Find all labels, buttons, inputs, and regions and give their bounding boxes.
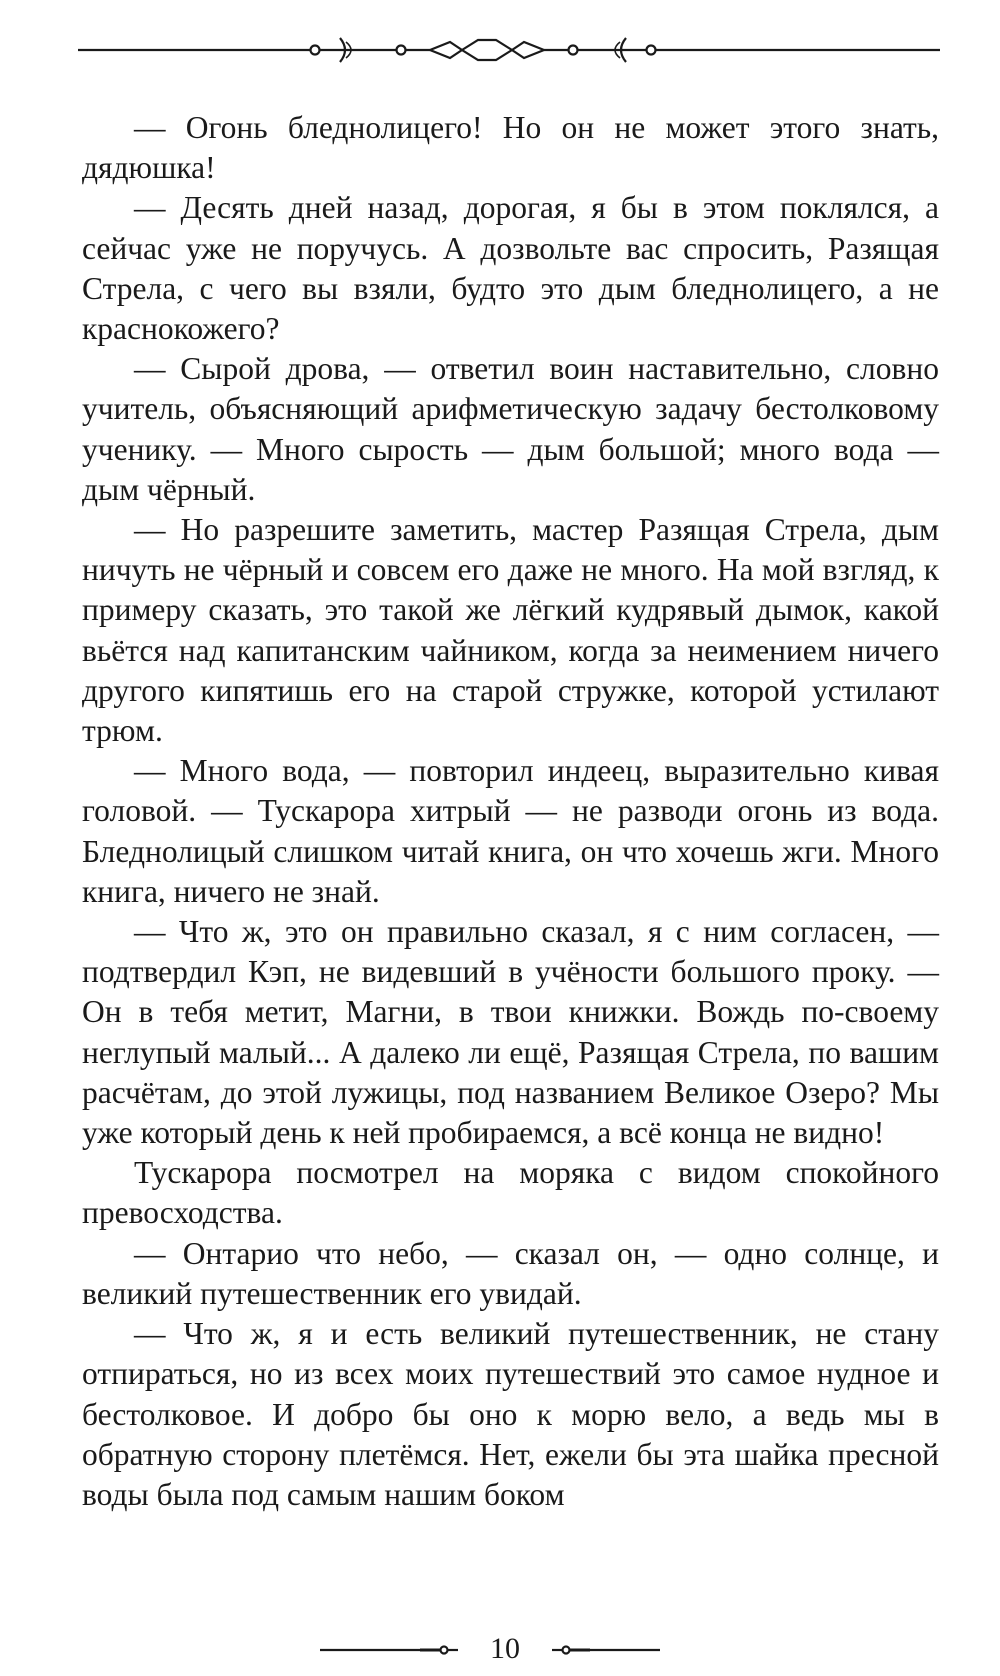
paragraph: Тускарора посмотрел на моряка с видом спокойного превосходства. bbox=[82, 1155, 939, 1231]
paragraph: — Сырой дрова, — ответил воин наставительно, словно учитель, объясняющий арифметическую задачу бестолковому ученику. — Много сырость — дым большой; много вода — дым чёрный. bbox=[82, 351, 939, 507]
paragraph: — Огонь бледнолицего! Но он не может этого знать, дядюшка! bbox=[82, 110, 939, 186]
paragraph: — Онтарио что небо, — сказал он, — одно солнце, и великий путешественник его увидай. bbox=[82, 1235, 939, 1311]
paragraph: — Много вода, — повторил индеец, выразительно кивая головой. — Тускарора хитрый — не разводи огонь из вода. Бледнолицый слишком читай книга, он что хочешь жги. Много книга, ничего не знай. bbox=[82, 753, 939, 909]
paragraph: — Что ж, это он правильно сказал, я с ним согласен, — подтвердил Кэп, не видевший в учёности большого проку. — Он в тебя метит, Магни, в твои книжки. Вождь по-своему неглупый малый... А далеко ли ещё, Разящая Стрела, по вашим расчётам, до этой лужицы, под названием Великое Озеро? Мы уже который день к ней пробираемся, а всё конца не видно! bbox=[82, 914, 939, 1151]
header-ornament bbox=[78, 28, 940, 72]
page-number-text: 10 bbox=[484, 1632, 526, 1665]
body-text bbox=[82, 108, 939, 1515]
paragraph: — Что ж, я и есть великий путешественник, не стану отпираться, но из всех моих путешествий это самое нудное и бестолковое. И добро бы оно к морю вело, а ведь мы в обратную сторону плетёмся. Нет, ежели бы эта шайка пресной воды была под самым нашим боком bbox=[82, 1316, 939, 1512]
page-footer bbox=[320, 1630, 690, 1670]
paragraph: — Но разрешите заметить, мастер Разящая Стрела, дым ничуть не чёрный и совсем его даже не много. На мой взгляд, к примеру сказать, это такой же лёгкий кудрявый дымок, какой вьётся над капитанским чайником, когда за неимением ничего другого кипятишь его на старой стружке, которой устилают трюм. bbox=[82, 512, 939, 749]
paragraph: — Десять дней назад, дорогая, я бы в этом поклялся, а сейчас уже не поручусь. А дозвольте вас спросить, Разящая Стрела, с чего вы взяли, будто это дым бледнолицего, а не краснокожего? bbox=[82, 190, 939, 347]
page-number bbox=[320, 1632, 690, 1666]
